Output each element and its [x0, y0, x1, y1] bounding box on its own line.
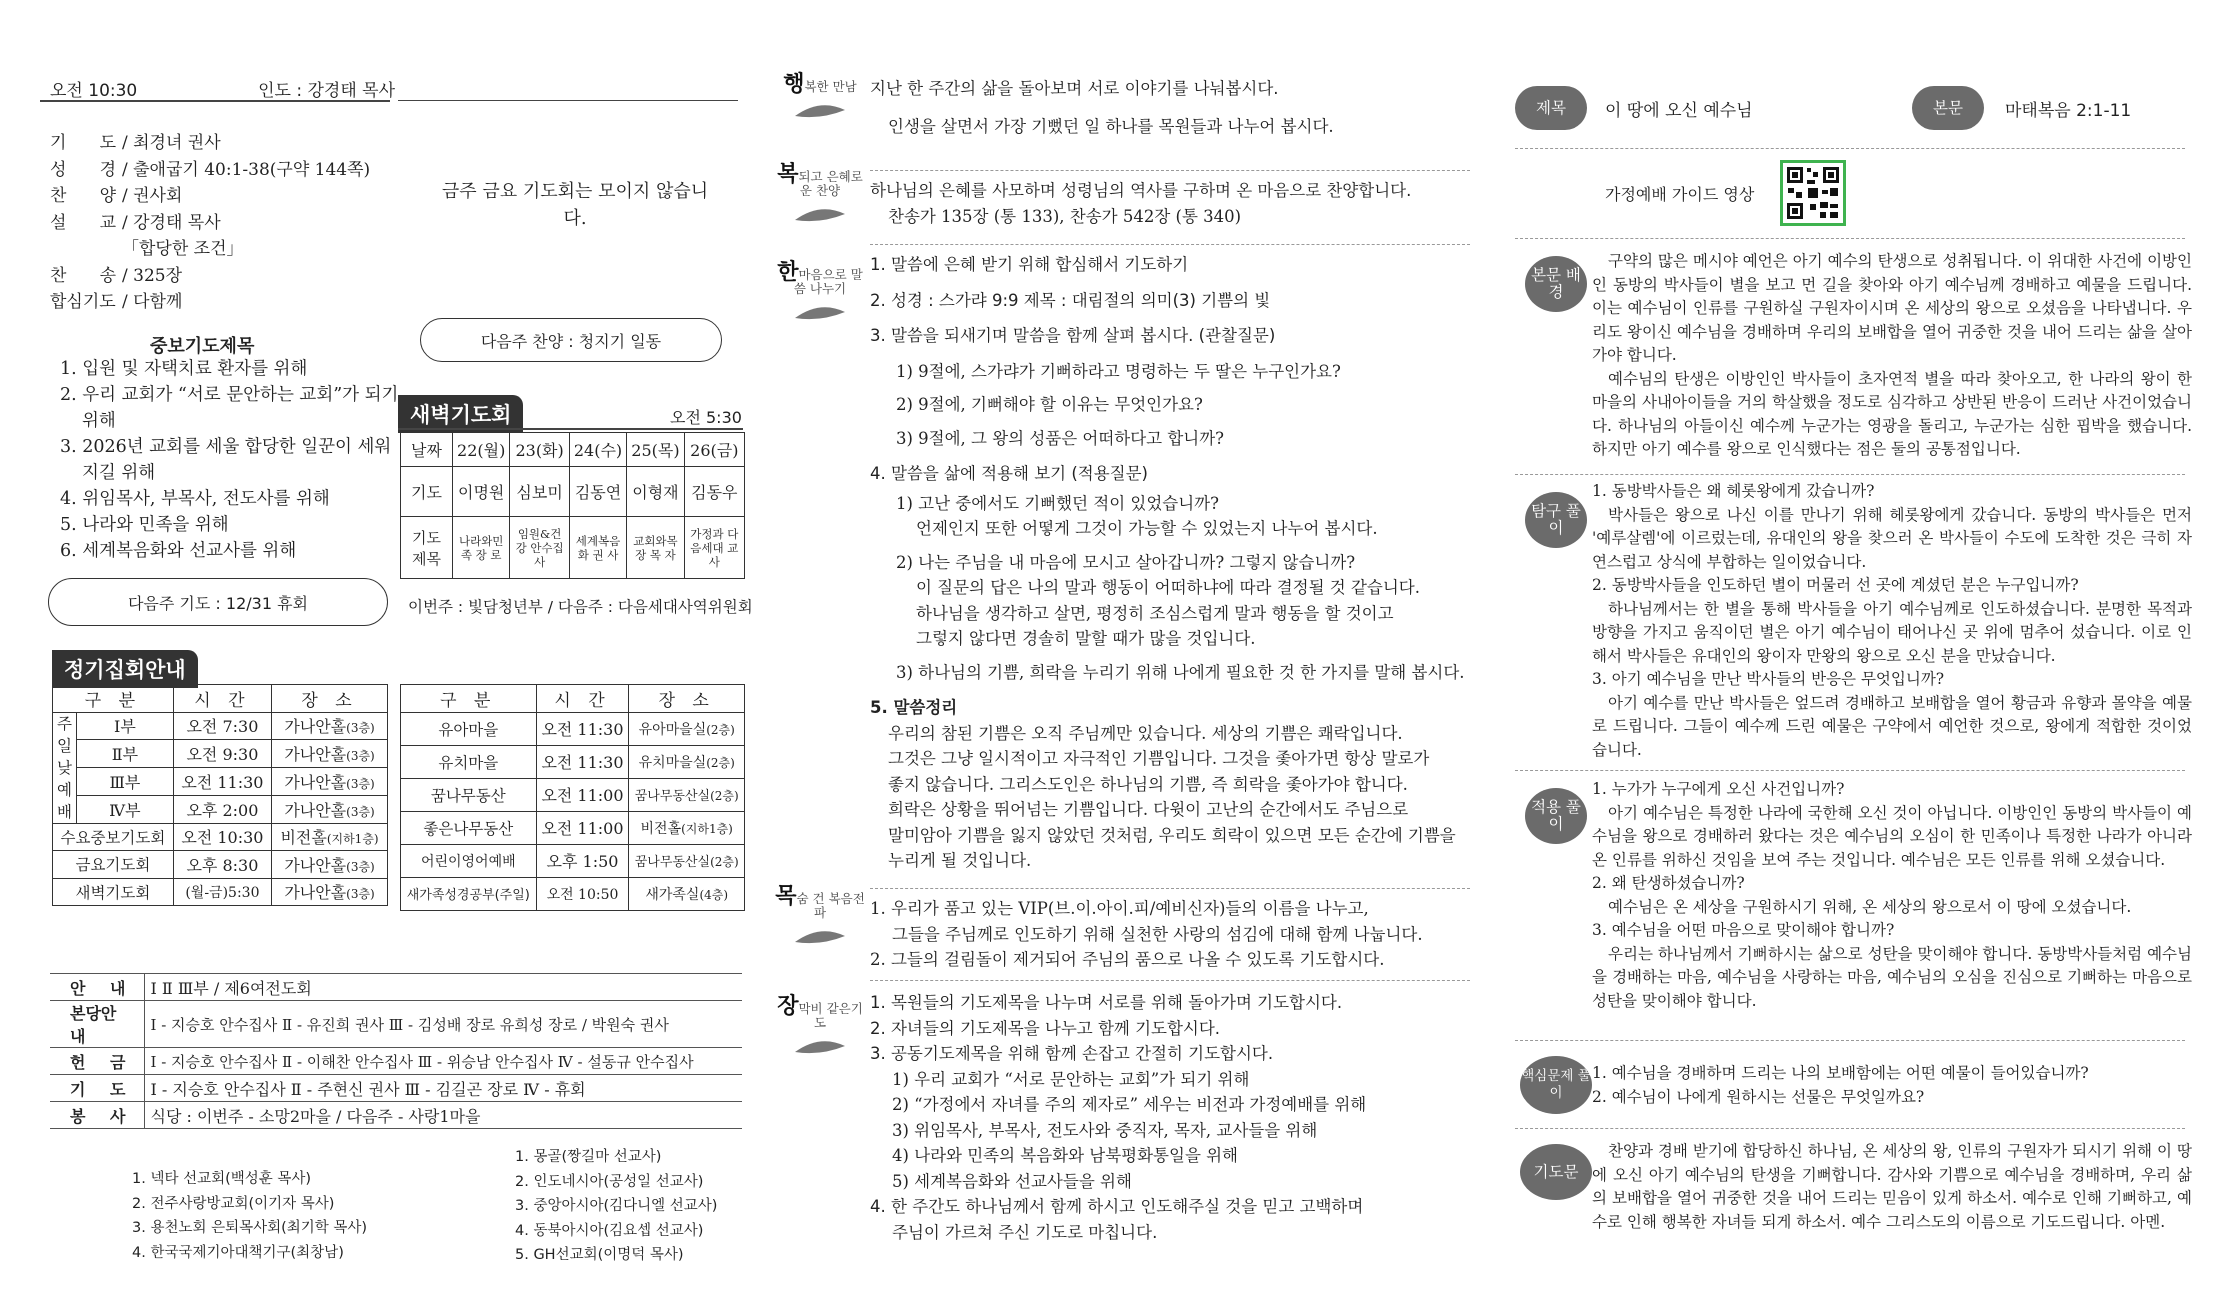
friday-notice: 금주 금요 기도회는 모이지 않습니다.	[441, 181, 709, 229]
divider	[1515, 238, 2185, 239]
table-row: 꿈나무동산 오전 11:00 꿈나무동산실(2층)	[401, 778, 745, 811]
background-text: 구약의 많은 메시야 예언은 아기 예수의 탄생으로 성취됩니다. 이 위대한 사건에 이방인인 동방의 박사들이 별을 보고 먼 길을 찾아와 아기 예수님께 경배하고 예물을 드립니다. 이는 예수님이 인류를 구원하실 구원자이시며 온 세상의 왕으로 오셨음을 나타냅니다. 우리도 왕이신 예수님을 경배하며 우리의 보배합을 열어 귀중한 것을 내어 드리는 삶을 살아가야 합니다. 예수님의 탄생은 이방인인 박사들이 초자연적 별을 따라 찾아오고, 한 나라의 왕이 한 마을의 사내아이들을 거의 학살했을 정도로 심각하고 상반된 반응이 드러난 사건이었습니다. 하나님의 아들이신 예수께 누군가는 영광을 돌리고, 누군가는 심한 핍박을 했습니다. 하지만 아기 예수를 왕으로 인식했다는 점은 둘의 공통점입니다.	[1592, 252, 2192, 458]
table-row: 날짜 22(월) 23(화) 24(수) 25(목) 26(금)	[401, 433, 745, 467]
dawn-time: 오전 5:30	[670, 408, 742, 427]
table-row: 구 분 시 간 장 소	[53, 685, 388, 713]
key-question-text: 1. 예수님을 경배하며 드리는 나의 보배함에는 어떤 예물이 들어있습니까? 2. 예수님이 나에게 원하시는 선물은 무엇일까요?	[1592, 1064, 2089, 1106]
dawn-table	[400, 432, 745, 579]
tag-prayer: 기도문	[1520, 1144, 1592, 1200]
leaf-icon	[790, 202, 850, 224]
section-text: 찬송가 135장 (통 133), 찬송가 542장 (통 340)	[888, 206, 1242, 226]
order-label: 합심기도	[50, 292, 116, 312]
list-item: 2. 우리 교회가 “서로 문안하는 교회”가 되기 위해	[60, 385, 399, 431]
list-item: 2. 인도네시아(공성일 선교사)	[515, 1173, 704, 1190]
leaf-icon	[790, 924, 850, 946]
section-word: 1. 말씀에 은혜 받기 위해 합심해서 기도하기 2. 성경 : 스가랴 9:9 제목 : 대림절의 의미(3) 기쁨의 빛 3. 말씀을 되새기며 말씀을 함께 살펴 봅시다. (관찰질문) 1) 9절에, 스가랴가 기뻐하라고 명령하는 두 딸은 누구인가요? 2) 9절에, 기뻐해야 할 이유는 무엇인가요? 3) 9절에, 그 왕의 성품은 어떠하다고 합니까? 4. 말씀을 삶에 적용해 보기 (적용질문) 1) 고난 중에서도 기뻐했던 적이 있었습니까? 언제인지 또한 어떻게 그것이 가능할 수 있었는지 나누어 봅시다. 2) 나는 주님을 내 마음에 모시고 살아갑니까? 그렇지 않습니까? 이 질문의 답은 나의 말과 행동이 어떠하냐에 따라 결정될 것 같습니다. 하나님을 생각하고 살면, 평정히 조심스럽게 말과 행동을 할 것이고 그렇지 않다면 경솔히 말할 때가 많을 것입니다. 3) 하나님의 기쁨, 희락을 누리기 위해 나에게 필요한 것 한 가지를 말해 봅시다. 5. 말씀정리 우리의 참된 기쁨은 오직 주님께만 있습니다. 세상의 기쁨은 쾌락입니다. 그것은 그냥 일시적이고 자극적인 기쁨입니다. 그것을 좇아가면 항상 말로가 좋지 않습니다. 그리스도인은 하나님의 기쁨, 즉 희락을 좇아가야 합니다. 희락은 상황을 뛰어넘는 기쁨입니다. 다윗이 고난의 순간에서도 주님으로 말미암아 기쁨을 잃지 않았던 것처럼, 우리도 희락이 있으면 모든 순간에 기쁨을 누리게 될 것입니다.	[870, 255, 1465, 870]
sermon-title: 「합당한 조건」	[122, 239, 244, 259]
table-row: 봉 사 식당 : 이번주 - 소망2마을 / 다음주 - 사랑1마을	[50, 1102, 742, 1129]
scripture-ref: 마태복음 2:1-11	[2005, 101, 2132, 121]
table-row: 유치마을 오전 11:30 유치마을실(2층)	[401, 745, 745, 778]
list-item: 1. 입원 및 자택치료 환자를 위해	[60, 359, 308, 379]
list-item: 4. 위임목사, 부목사, 전도사를 위해	[60, 489, 330, 509]
prayer-title: 중보기도제목	[150, 336, 255, 357]
table-row: 유아마을 오전 11:30 유아마을실(2층)	[401, 712, 745, 745]
dawn-rule	[398, 428, 743, 430]
table-row: Ⅱ부 오전 9:30 가나안홀(3층)	[53, 740, 388, 768]
order-value: / 권사회	[122, 186, 183, 206]
order-value: / 강경태 목사	[122, 212, 221, 233]
divider	[870, 170, 1470, 171]
header-rule-2	[398, 100, 738, 101]
divider	[870, 888, 1470, 889]
divider	[870, 244, 1470, 245]
list-item: 3. 중앙아시아(김다니엘 선교사)	[515, 1198, 718, 1214]
table-row: 본당안내 Ⅰ - 지승호 안수집사 Ⅱ - 유진희 권사 Ⅲ - 김성배 장로 유희성 장로 / 박원숙 권사	[50, 1001, 742, 1048]
order-label: 찬 양	[50, 186, 116, 206]
list-item: 6. 세계복음화와 선교사를 위해	[60, 541, 297, 561]
section-prayer: 1. 목원들의 기도제목을 나누며 서로를 위해 돌아가며 기도합시다. 2. 자녀들의 기도제목을 나누고 함께 기도합시다. 3. 공동기도제목을 위해 함께 손잡고 간절히 기도합시다. 1) 우리 교회가 “서로 문안하는 교회”가 되기 위해 2) “가정에서 자녀를 주의 제자로” 세우는 비전과 가정예배를 위해 3) 위임목사, 부목사, 전도사와 중직자, 목자, 교사들을 위해 4) 나라와 민족의 복음화와 남북평화통일을 위해 5) 세계복음화와 선교사들을 위해 4. 한 주간도 하나님께서 함께 하시고 인도해주실 것을 믿고 고백하며 주님이 가르쳐 주신 기도로 마칩니다.	[870, 993, 1367, 1242]
tag-key-question: 핵심문제 풀이	[1520, 1056, 1592, 1114]
list-item: 1. 넥타 선교회(백성훈 목사)	[132, 1171, 312, 1187]
apply-text: 1. 누가가 누구에게 오신 사건입니까? 아기 예수님은 특정한 나라에 국한해 오신 것이 아닙니다. 이방인인 동방의 박사들이 예수님을 왕으로 경배하러 왔다는 것은 예수님의 오심이 한 민족이나 특정한 나라가 아니라 온 인류를 위하신 것임을 보여 주는 것입니다. 예수님은 모든 인류를 위해 오셨습니다. 2. 왜 탄생하셨습니까? 예수님은 온 세상을 구원하시기 위해, 온 세상의 왕으로서 이 땅에 오셨습니다. 3. 예수님을 어떤 마음으로 맞이해야 합니까? 우리는 하나님께서 기뻐하시는 삶으로 성탄을 맞이해야 합니다. 동방박사들처럼 예수님을 경배하는 마음, 예수님을 사랑하는 마음, 예수님의 오심을 진심으로 기뻐하는 마음으로 성탄을 맞이해야 합니다.	[1592, 780, 2192, 1010]
tag-apply: 적용 풀이	[1525, 788, 1587, 844]
leaf-icon	[790, 300, 850, 322]
section-heading: 하나님의 은혜를 사모하며 성령님의 역사를 구하며 온 마음으로 찬양합니다.	[870, 181, 1412, 200]
next-praise-text: 다음주 찬양 : 청지기 일동	[480, 331, 662, 351]
list-item: 1. 몽골(짱길마 선교사)	[515, 1149, 662, 1165]
section-praise	[870, 178, 1470, 229]
dawn-duty: 이번주 : 빛담청년부 / 다음주 : 다음세대사역위원회	[408, 598, 753, 616]
table-row: 기 도 Ⅰ - 지승호 안수집사 Ⅱ - 주현신 권사 Ⅲ - 김길곤 장로 Ⅳ - 휴회	[50, 1075, 742, 1102]
missions-list-b	[515, 1145, 717, 1268]
list-item: 4. 한국국제기아대책기구(최창남)	[132, 1244, 344, 1261]
table-row: 기도 이명원 심보미 김동연 이형재 김동우	[401, 467, 745, 517]
meet-title: 정기집회안내	[52, 650, 198, 688]
icon-prayer: 장막비 같은기도	[775, 1000, 865, 1056]
meet-table-left	[52, 684, 388, 906]
icon-word: 한마음으로 말씀 나누기	[775, 266, 865, 322]
tag-explore: 탐구 풀이	[1525, 492, 1587, 548]
order-label: 기 도	[50, 133, 116, 153]
order-value: / 최경녀 권사	[122, 133, 221, 153]
divider	[870, 980, 1470, 981]
order-value: / 출애굽기 40:1-38(구약 144쪽)	[122, 159, 371, 180]
tag-title: 제목	[1515, 86, 1587, 130]
divider	[1515, 770, 2185, 771]
qr-code-icon[interactable]	[1780, 160, 1846, 226]
section-meeting	[870, 76, 1470, 139]
divider	[1515, 1128, 2185, 1129]
tag-background: 본문 배경	[1525, 256, 1587, 312]
table-row: 수요중보기도회 오전 10:30 비전홀(지하1층)	[53, 823, 388, 851]
table-row: 헌 금 Ⅰ - 지승호 안수집사 Ⅱ - 이해찬 안수집사 Ⅲ - 위승남 안수집사 Ⅳ - 설동규 안수집사	[50, 1048, 742, 1075]
order-label	[50, 236, 122, 263]
list-item: 5. 나라와 민족을 위해	[60, 515, 229, 535]
table-row: 기도 제목 나라와민족 장 로 임원&건강 안수집사 세계복음화 권 사 교회와목장 목 자 가정과 다음세대 교 사	[401, 517, 745, 579]
divider	[1515, 148, 2185, 149]
order-label: 찬 송	[50, 265, 116, 286]
table-row: 좋은나무동산 오전 11:00 비전홀(지하1층)	[401, 811, 745, 844]
divider	[1515, 474, 2185, 475]
service-header	[50, 76, 395, 101]
icon-happy-meeting: 행복한 만남	[775, 78, 865, 120]
duty-table	[50, 973, 742, 1129]
order-label: 성 경	[50, 159, 116, 180]
prayer-text: 찬양과 경배 받기에 합당하신 하나님, 온 세상의 왕, 인류의 구원자가 되시기 위해 이 땅에 오신 아기 예수님의 탄생을 기뻐합니다. 감사와 기쁨으로 예수님을 경배하며, 우리 삶의 보배합을 열어 귀중한 것을 내어 드리는 믿음이 있게 하소서. 예수로 인해 기뻐하고, 예수로 인해 행복한 자녀들 되게 하소서. 예수 그리스도의 이름으로 기도드립니다. 아멘.	[1592, 1142, 2192, 1231]
section-heading: 지난 한 주간의 삶을 돌아보며 서로 이야기를 나눠봅시다.	[870, 79, 1279, 98]
table-row: 새벽기도회 (월-금)5:30 가나안홀(3층)	[53, 878, 388, 906]
tag-text: 본문	[1912, 86, 1984, 130]
guide-label: 가정예배 가이드 영상	[1605, 185, 1755, 204]
section-text: 인생을 살면서 가장 기뻤던 일 하나를 목원들과 나누어 봅시다.	[888, 116, 1334, 136]
table-row: 어린이영어예배 오후 1:50 꿈나무동산실(2층)	[401, 844, 745, 877]
service-time: 오전 10:30	[50, 81, 138, 101]
section-evangelism: 1. 우리가 품고 있는 VIP(브.이.아이.피/예비신자)들의 이름을 나누고, 그들을 주님께로 인도하기 위해 실천한 사랑의 섬김에 대해 함께 나눕니다. 2. 그들의 걸림돌이 제거되어 주님의 품으로 나올 수 있도록 기도합시다.	[870, 899, 1423, 969]
prayer-list	[60, 356, 400, 564]
icon-praise: 복되고 은혜로운 찬양	[775, 168, 865, 224]
list-item: 3. 2026년 교회를 세울 합당한 일꾼이 세워지길 위해	[60, 437, 392, 483]
order-value: / 325장	[122, 265, 183, 286]
sermon-subject: 이 땅에 오신 예수님	[1605, 101, 1753, 121]
table-row: 안 내 Ⅰ Ⅱ Ⅲ부 / 제6여전도회	[50, 974, 742, 1001]
list-item: 4. 동북아시아(김요셉 선교사)	[515, 1222, 704, 1239]
order-label: 설 교	[50, 212, 116, 233]
order-value: / 다함께	[122, 292, 183, 312]
icon-evangelism: 목숨 건 복음전파	[775, 890, 865, 946]
list-item: 5. GH선교회(이명덕 목사)	[515, 1247, 684, 1263]
table-row: 구 분 시 간 장 소	[401, 685, 745, 713]
next-prayer-pill	[48, 578, 388, 626]
divider	[1515, 1040, 2185, 1041]
leaf-icon	[790, 1034, 850, 1056]
missions-list-a	[132, 1167, 367, 1265]
service-leader: 인도 : 강경태 목사	[258, 81, 395, 101]
table-row: 주 일 낮 예 배 Ⅰ부 오전 7:30 가나안홀(3층)	[53, 712, 388, 740]
list-item: 2. 전주사랑방교회(이기자 목사)	[132, 1195, 335, 1212]
table-row: Ⅲ부 오전 11:30 가나안홀(3층)	[53, 768, 388, 796]
next-praise-pill	[420, 318, 722, 362]
meet-table-right	[400, 684, 745, 911]
explore-text: 1. 동방박사들은 왜 헤롯왕에게 갔습니까? 박사들은 왕으로 나신 이를 만나기 위해 헤롯왕에게 갔습니다. 동방의 박사들은 먼저 '예루살렘'에 이르렀는데, 유대인의 왕을 찾으러 온 박사들이 수도에 도착한 것은 극히 자연스럽고 상식에 부합하는 일이었습니다. 2. 동방박사들을 인도하던 별이 머물러 선 곳에 계셨던 분은 누구입니까? 하나님께서는 한 별을 통해 박사들을 아기 예수님께로 인도하셨습니다. 분명한 목적과 방향을 가지고 움직이던 별은 아기 예수님이 태어나신 곳 위에 멈추어 섰습니다. 이로 인해서 박사들은 유대인의 왕이자 만왕의 왕으로 오신 분을 만났습니다. 3. 아기 예수님을 만난 박사들의 반응은 무엇입니까? 아기 예수를 만난 박사들은 엎드려 경배하고 보배합을 열어 황금과 유향과 몰약을 예물로 드립니다. 그들이 예수께 드린 예물은 구약에서 예언한 것으로, 왕에게 적합한 것이었습니다.	[1592, 482, 2192, 759]
dawn-title: 새벽기도회	[398, 395, 523, 433]
table-row: 금요기도회 오후 8:30 가나안홀(3층)	[53, 851, 388, 879]
table-row: Ⅳ부 오후 2:00 가나안홀(3층)	[53, 795, 388, 823]
next-prayer-text: 다음주 기도 : 12/31 휴회	[127, 593, 309, 613]
list-item: 3. 용천노회 은퇴목사회(최기학 목사)	[132, 1220, 368, 1236]
worship-order	[50, 130, 380, 316]
leaf-icon	[790, 98, 850, 120]
table-row: 새가족성경공부(주일) 오전 10:50 새가족실(4층)	[401, 877, 745, 910]
header-rule	[40, 100, 390, 102]
